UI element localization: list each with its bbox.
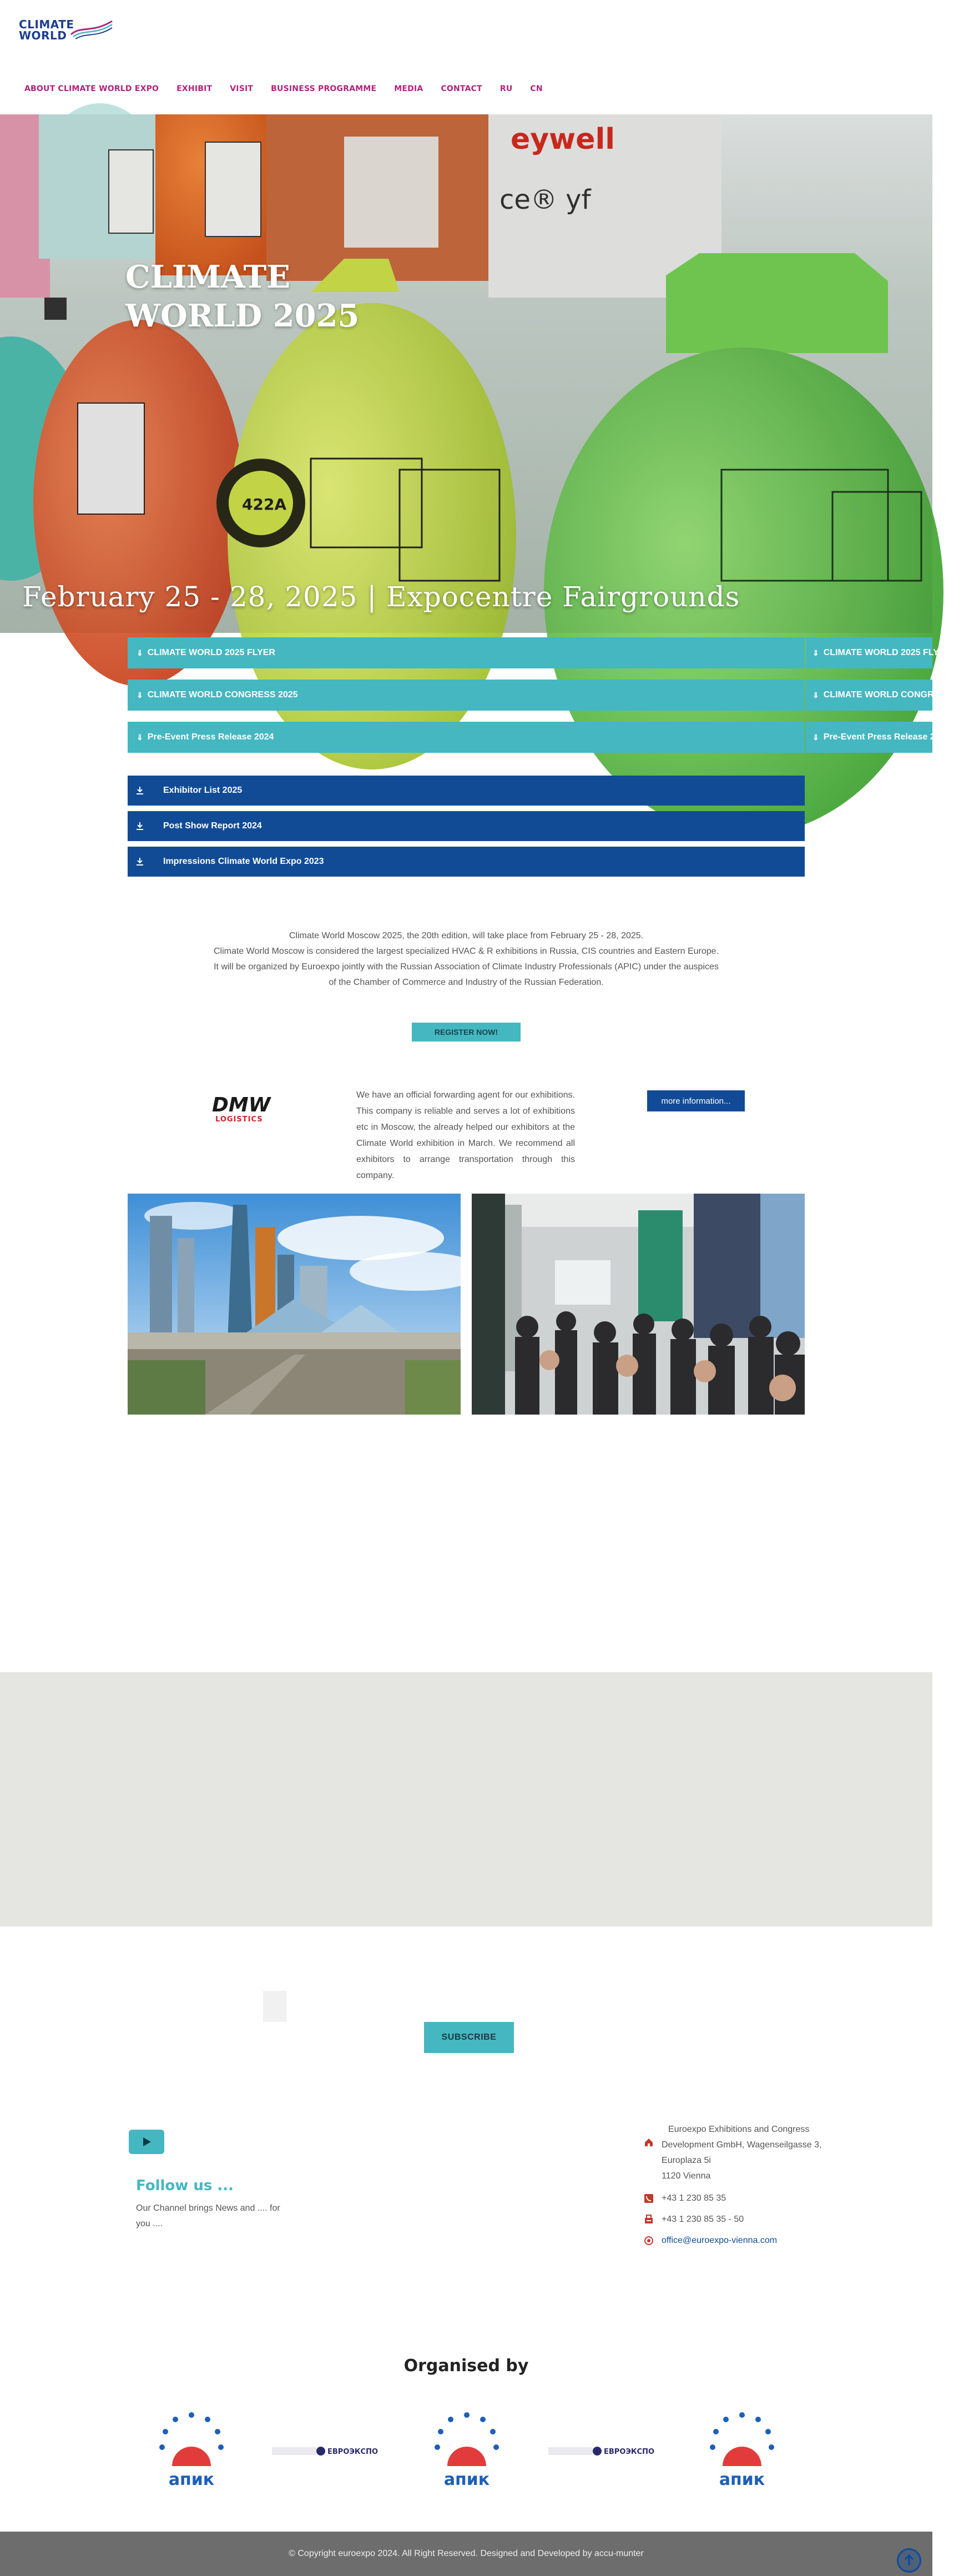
newsletter-email-field[interactable] xyxy=(263,1991,286,2022)
address-line-2: Development GmbH, Wagenseilgasse 3, xyxy=(662,2140,822,2150)
expo-crowd-photo xyxy=(472,1194,805,1415)
logo-line-2: WORLD xyxy=(19,29,67,42)
download-icon xyxy=(135,786,144,795)
accordion-press-release-duplicate-label: Pre-Event Press Release 2024 xyxy=(823,732,950,742)
organised-by-title: Organised by xyxy=(403,2356,529,2376)
hero-image-refrigerant-cylinders xyxy=(0,114,932,633)
follow-us-text: Our Channel brings News and .... for you .... xyxy=(136,2203,280,2228)
contact-address xyxy=(644,2122,821,2184)
logo-text xyxy=(19,19,74,41)
logo-waves-icon xyxy=(70,18,113,40)
fax-icon xyxy=(644,2215,654,2225)
nav-about[interactable]: ABOUT CLIMATE WORLD EXPO xyxy=(24,84,159,93)
nav-media[interactable]: MEDIA xyxy=(394,84,423,93)
euroexpo-logo-1[interactable] xyxy=(272,2443,383,2459)
apic-logo-1[interactable] xyxy=(150,2409,233,2493)
address-line-1: Euroexpo Exhibitions and Congress xyxy=(668,2125,810,2134)
scroll-to-top-button[interactable] xyxy=(897,2548,921,2573)
intro-line-4: of the Chamber of Commerce and Industry of the Russian Federation. xyxy=(329,978,604,987)
nav-business-programme[interactable]: BUSINESS PROGRAMME xyxy=(271,84,377,93)
phone-number[interactable]: +43 1 230 85 35 xyxy=(662,2193,726,2203)
double-chevron-down-icon: ⇓ xyxy=(137,690,143,700)
accordion-flyer-duplicate[interactable] xyxy=(806,637,951,668)
hero-title-line-2: WORLD 2025 xyxy=(125,298,360,334)
intro-line-2: Climate World Moscow is considered the largest specialized HVAC & R exhibitions in Russia, CIS countries and Eastern Europe. xyxy=(213,947,719,956)
accordion-congress[interactable] xyxy=(128,680,805,711)
euroexpo-logo-text: ЕВРОЭКСПО xyxy=(604,2448,655,2456)
copyright-text: © Copyright euroexpo 2024. All Right Reserved. Designed and Developed by accu-munter xyxy=(289,2549,644,2558)
accordion-flyer-label: CLIMATE WORLD 2025 FLYER xyxy=(147,648,275,657)
accordion-flyer-duplicate-label: CLIMATE WORLD 2025 FLYER xyxy=(823,648,951,657)
fax-number: +43 1 230 85 35 - 50 xyxy=(662,2215,744,2224)
download-icon xyxy=(135,857,144,866)
dmw-logo-main: DMW xyxy=(212,1094,271,1116)
follow-us-title: Follow us ... xyxy=(136,2177,234,2194)
double-chevron-down-icon: ⇓ xyxy=(812,648,819,657)
euroexpo-logo-2[interactable] xyxy=(548,2443,659,2459)
register-now-button[interactable]: REGISTER NOW! xyxy=(412,1023,521,1042)
address-line-3: Europlaza 5i xyxy=(662,2156,711,2165)
dmw-logistics-logo[interactable] xyxy=(210,1093,271,1125)
moscow-skyline-image xyxy=(128,1194,461,1415)
youtube-play-button[interactable] xyxy=(129,2130,164,2154)
nav-lang-ru[interactable]: RU xyxy=(499,84,513,93)
address-line-4: 1120 Vienna xyxy=(662,2171,711,2181)
nav-contact[interactable]: CONTACT xyxy=(441,84,482,93)
at-icon xyxy=(644,2236,654,2246)
euroexpo-logo-text: ЕВРОЭКСПО xyxy=(327,2448,379,2456)
accordion-congress-duplicate-label: CLIMATE WORLD CONGRESS 2025 xyxy=(823,690,974,700)
exhibition-crowd-image xyxy=(472,1194,805,1415)
accordion-press-release-duplicate[interactable] xyxy=(806,722,950,753)
site-header xyxy=(0,0,932,114)
hero-event-dates: February 25 - 28, 2025 | Expocentre Fairgrounds xyxy=(22,581,740,613)
download-impressions-label: Impressions Climate World Expo 2023 xyxy=(163,857,324,866)
download-impressions[interactable] xyxy=(128,847,805,877)
download-post-show-report[interactable] xyxy=(128,811,805,841)
phone-icon xyxy=(644,2193,654,2203)
double-chevron-down-icon: ⇓ xyxy=(137,732,143,742)
download-icon xyxy=(135,822,144,831)
forwarding-agent-description: We have an official forwarding agent for our exhibitions. This company is reliable and serves a lot of exhibitions etc in Moscow, the already helped our exhibitors at the Climate World exhibition in March. We recommend all exhibitors to arrange transportation through this company. xyxy=(356,1090,575,1180)
accordion-press-release-label: Pre-Event Press Release 2024 xyxy=(147,732,274,742)
climate-world-logo[interactable] xyxy=(19,17,113,42)
hero-banner xyxy=(0,114,932,633)
nav-lang-cn[interactable]: CN xyxy=(530,84,543,93)
map-placeholder-band xyxy=(0,1672,932,1926)
apic-logo-text: апик xyxy=(719,2470,765,2489)
moscow-city-photo xyxy=(128,1194,461,1415)
double-chevron-down-icon: ⇓ xyxy=(812,732,819,742)
arrow-up-icon xyxy=(899,2550,920,2571)
nav-visit[interactable]: VISIT xyxy=(230,84,254,93)
more-information-button[interactable]: more information... xyxy=(647,1090,745,1111)
email-link[interactable]: office@euroexpo-vienna.com xyxy=(662,2236,778,2245)
apic-logo-text: апик xyxy=(443,2470,490,2489)
accordion-congress-duplicate[interactable] xyxy=(806,680,974,711)
accordion-flyer[interactable] xyxy=(128,637,805,668)
intro-line-1: Climate World Moscow 2025, the 20th edition, will take place from February 25 - 28, 2025. xyxy=(289,931,644,940)
download-exhibitor-list[interactable] xyxy=(128,776,805,806)
apic-logo-3[interactable] xyxy=(700,2409,784,2493)
nav-exhibit[interactable]: EXHIBIT xyxy=(176,84,213,93)
logo-line-1: CLIMATE xyxy=(19,18,74,31)
event-introduction xyxy=(128,928,805,990)
download-exhibitor-list-label: Exhibitor List 2025 xyxy=(163,786,243,795)
apic-logo-2[interactable] xyxy=(425,2409,508,2493)
contact-fax xyxy=(644,2212,744,2227)
hero-title xyxy=(125,258,403,335)
site-footer xyxy=(0,2532,932,2576)
contact-phone xyxy=(644,2191,726,2206)
double-chevron-down-icon: ⇓ xyxy=(137,648,143,657)
play-icon xyxy=(129,2130,164,2154)
contact-email xyxy=(644,2233,777,2248)
intro-line-3: It will be organized by Euroexpo jointly with the Russian Association of Climate Industry Professionals (APIC) under the auspices xyxy=(214,962,719,972)
main-nav xyxy=(24,84,543,93)
double-chevron-down-icon: ⇓ xyxy=(812,690,819,700)
dmw-logo-sub: LOGISTICS xyxy=(215,1115,263,1124)
hero-title-line-1: CLIMATE xyxy=(125,259,290,295)
download-post-show-report-label: Post Show Report 2024 xyxy=(163,821,262,831)
apic-logo-text: апик xyxy=(168,2470,215,2489)
accordion-congress-label: CLIMATE WORLD CONGRESS 2025 xyxy=(147,690,298,700)
home-icon xyxy=(644,2137,654,2147)
subscribe-button[interactable]: SUBSCRIBE xyxy=(424,2022,514,2053)
accordion-press-release[interactable] xyxy=(128,722,805,753)
